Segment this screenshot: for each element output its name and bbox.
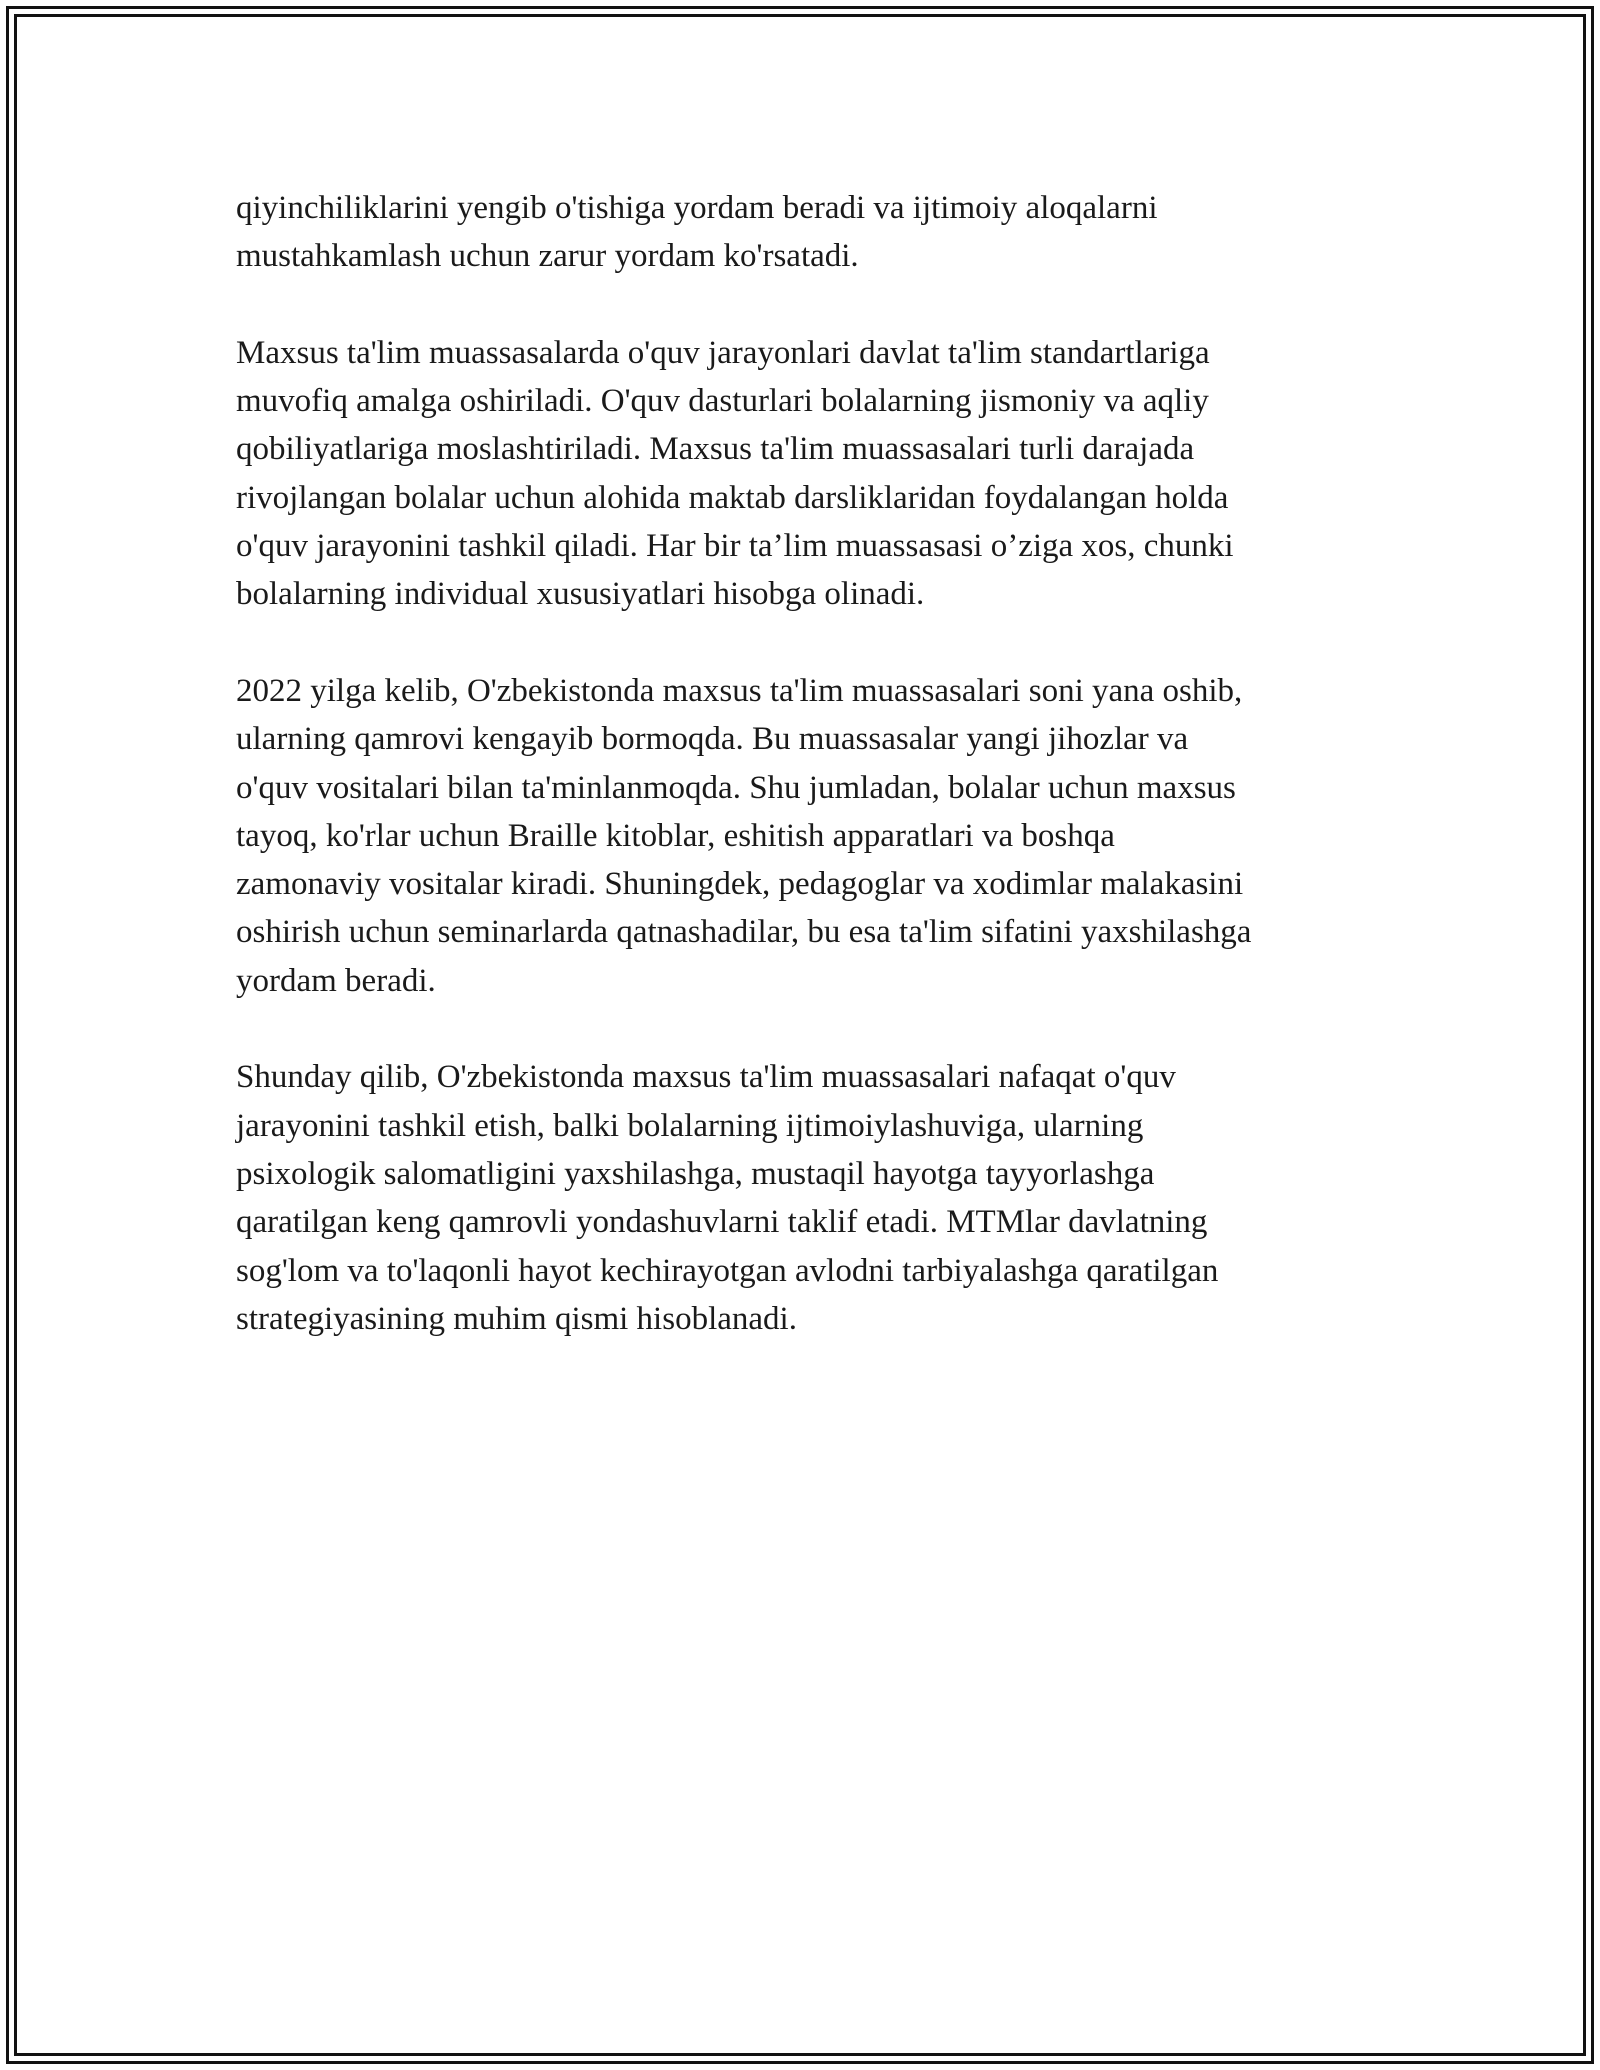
text-line: tayoq, ko'rlar uchun Braille kitoblar, eshitish apparatlari va boshqa [236, 817, 1115, 854]
text-line: rivojlangan bolalar uchun alohida maktab darsliklaridan foydalangan holda [236, 479, 1229, 516]
text-line: qaratilgan keng qamrovli yondashuvlarni taklif etadi. MTMlar davlatning [236, 1204, 1208, 1241]
paragraph-4 [236, 1053, 1396, 1343]
text-line: muvofiq amalga oshiriladi. O'quv dasturlari bolalarning jismoniy va aqliy [236, 383, 1209, 420]
text-line: yordam beradi. [236, 962, 436, 999]
text-line: psixologik salomatligini yaxshilashga, mustaqil hayotga tayyorlashga [236, 1155, 1155, 1192]
text-line: ularning qamrovi kengayib bormoqda. Bu muassasalar yangi jihozlar va [236, 721, 1189, 758]
text-line: qiyinchiliklarini yengib o'tishiga yordam beradi va ijtimoiy aloqalarni [236, 190, 1158, 226]
text-line: oshirish uchun seminarlarda qatnashadilar, bu esa ta'lim sifatini yaxshilashga [236, 914, 1252, 951]
text-line: zamonaviy vositalar kiradi. Shuningdek, pedagoglar va xodimlar malakasini [236, 866, 1244, 903]
paragraph-3 [236, 667, 1396, 1005]
text-line: o'quv vositalari bilan ta'minlanmoqda. Shu jumladan, bolalar uchun maxsus [236, 769, 1236, 806]
text-line: jarayonini tashkil etish, balki bolalarning ijtimoiylashuviga, ularning [236, 1107, 1144, 1144]
text-line: o'quv jarayonini tashkil qiladi. Har bir ta’lim muassasasi o’ziga xos, chunki [236, 528, 1234, 565]
text-line: Shunday qilib, O'zbekistonda maxsus ta'lim muassasalari nafaqat o'quv [236, 1059, 1176, 1096]
text-line: mustahkamlash uchun zarur yordam ko'rsatadi. [236, 238, 859, 275]
text-line: 2022 yilga kelib, O'zbekistonda maxsus ta'lim muassasalari soni yana oshib, [236, 672, 1243, 709]
paragraph-1 [236, 184, 1396, 281]
document-body [236, 184, 1396, 1391]
text-line: bolalarning individual xususiyatlari hisobga olinadi. [236, 576, 925, 613]
paragraph-2 [236, 329, 1396, 619]
text-line: sog'lom va to'laqonli hayot kechirayotgan avlodni tarbiyalashga qaratilgan [236, 1252, 1219, 1289]
text-line: Maxsus ta'lim muassasalarda o'quv jarayonlari davlat ta'lim standartlariga [236, 334, 1210, 371]
text-line: strategiyasining muhim qismi hisoblanadi. [236, 1300, 797, 1337]
text-line: qobiliyatlariga moslashtiriladi. Maxsus ta'lim muassasalari turli darajada [236, 431, 1195, 468]
